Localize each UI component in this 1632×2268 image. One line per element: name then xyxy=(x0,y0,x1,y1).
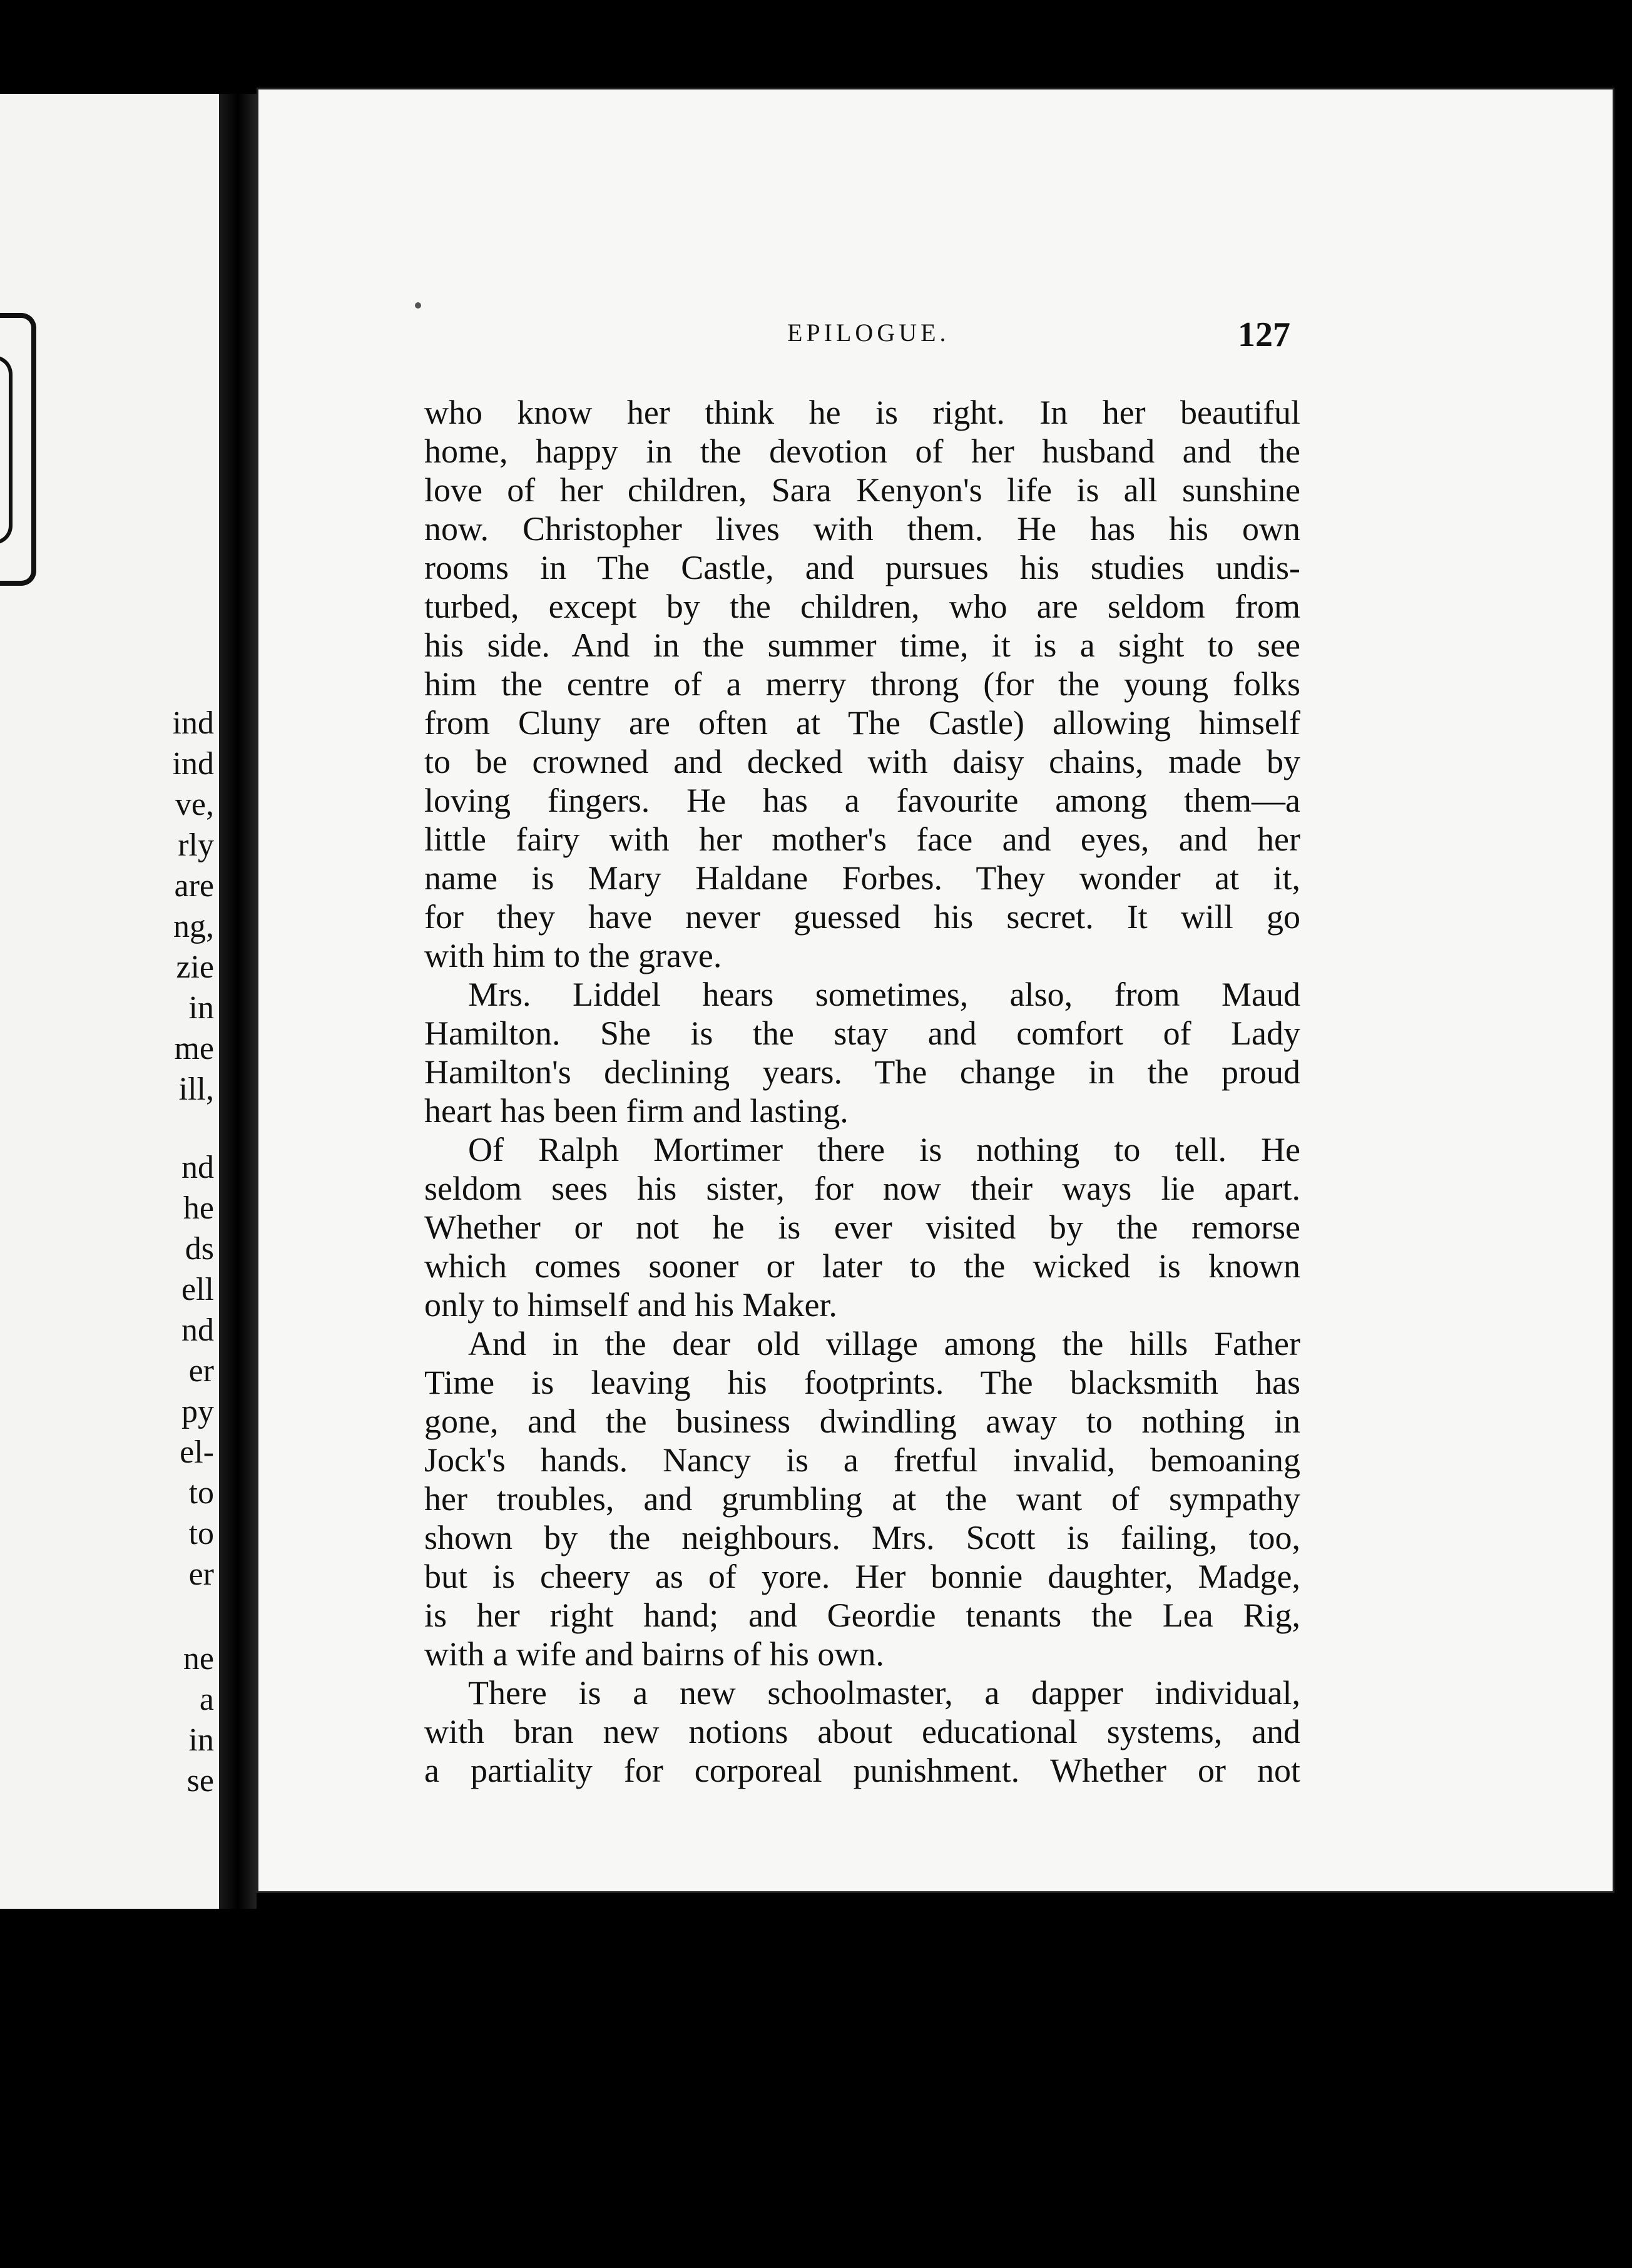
text-line: who know her think he is right. In her beautiful xyxy=(424,394,1300,431)
text-line: name is Mary Haldane Forbes. They wonder at it, xyxy=(424,859,1300,897)
left-fragment: to xyxy=(188,1475,214,1511)
text-line: for they have never guessed his secret. It will go xyxy=(424,898,1300,936)
left-fragment: are xyxy=(174,868,214,904)
running-head: EPILOGUE. xyxy=(787,319,950,347)
left-fragment: ell xyxy=(181,1272,214,1307)
decorative-border-ornament xyxy=(0,313,36,586)
text-line: home, happy in the devotion of her husband and the xyxy=(424,432,1300,470)
text-line: rooms in The Castle, and pursues his studies undis- xyxy=(424,549,1300,586)
text-line: Jock's hands. Nancy is a fretful invalid, bemoaning xyxy=(424,1441,1300,1479)
text-line: from Cluny are often at The Castle) allowing himself xyxy=(424,704,1300,742)
left-fragment: a xyxy=(199,1682,214,1717)
left-fragment: ve, xyxy=(175,787,214,822)
text-line: little fairy with her mother's face and eyes, and her xyxy=(424,820,1300,858)
left-fragment: zie xyxy=(176,949,214,985)
left-fragment: nd xyxy=(181,1150,214,1185)
left-fragment: nd xyxy=(181,1312,214,1348)
text-line: Of Ralph Mortimer there is nothing to tell. He xyxy=(468,1131,1300,1168)
text-line: Whether or not he is ever visited by the remorse xyxy=(424,1208,1300,1246)
left-fragment: me xyxy=(174,1031,214,1066)
left-fragment: in xyxy=(188,1722,214,1758)
text-line: Mrs. Liddel hears sometimes, also, from Maud xyxy=(468,976,1300,1013)
left-fragment: rly xyxy=(178,827,214,863)
left-fragment: in xyxy=(188,990,214,1026)
text-line: There is a new schoolmaster, a dapper individual, xyxy=(468,1674,1300,1712)
left-fragment: er xyxy=(188,1353,214,1389)
left-fragment: ne xyxy=(183,1641,214,1677)
text-line: love of her children, Sara Kenyon's life is all sunshine xyxy=(424,471,1300,509)
left-fragment: ng, xyxy=(173,909,214,944)
text-line: now. Christopher lives with them. He has his own xyxy=(424,510,1300,548)
text-line: with him to the grave. xyxy=(424,937,722,974)
text-line: gone, and the business dwindling away to nothing in xyxy=(424,1402,1300,1440)
text-line: heart has been firm and lasting. xyxy=(424,1092,849,1130)
book-page xyxy=(257,88,1614,1893)
body-text xyxy=(424,393,1300,1790)
text-line: loving fingers. He has a favourite among them—a xyxy=(424,782,1300,819)
text-line: only to himself and his Maker. xyxy=(424,1286,837,1324)
text-line: seldom sees his sister, for now their ways lie apart. xyxy=(424,1170,1300,1207)
text-line: Time is leaving his footprints. The blacksmith has xyxy=(424,1364,1300,1401)
left-fragment: ind xyxy=(172,705,214,741)
text-line: his side. And in the summer time, it is a sight to see xyxy=(424,626,1300,664)
left-fragment: to xyxy=(188,1516,214,1551)
book-gutter-shadow xyxy=(219,94,257,1909)
text-line: with bran new notions about educational systems, and xyxy=(424,1713,1300,1750)
ink-speck xyxy=(415,302,421,309)
text-line: shown by the neighbours. Mrs. Scott is failing, too, xyxy=(424,1519,1300,1556)
text-line: but is cheery as of yore. Her bonnie daughter, Madge, xyxy=(424,1558,1300,1595)
text-line: turbed, except by the children, who are seldom from xyxy=(424,588,1300,625)
text-line: her troubles, and grumbling at the want of sympathy xyxy=(424,1480,1300,1518)
page-number: 127 xyxy=(1238,315,1290,354)
text-line: to be crowned and decked with daisy chains, made by xyxy=(424,743,1300,780)
text-line: Hamilton's declining years. The change in the proud xyxy=(424,1053,1300,1091)
left-fragment: he xyxy=(183,1190,214,1226)
left-fragment: ill, xyxy=(178,1071,214,1107)
text-line: a partiality for corporeal punishment. Whether or not xyxy=(424,1752,1300,1789)
text-line: is her right hand; and Geordie tenants the Lea Rig, xyxy=(424,1596,1300,1634)
left-fragment: ds xyxy=(185,1231,214,1267)
text-line: with a wife and bairns of his own. xyxy=(424,1635,884,1673)
text-line: Hamilton. She is the stay and comfort of Lady xyxy=(424,1014,1300,1052)
left-fragment: ind xyxy=(172,746,214,782)
left-fragment: el- xyxy=(180,1434,214,1470)
left-fragment: py xyxy=(181,1394,214,1429)
left-fragment: er xyxy=(188,1556,214,1592)
text-line: And in the dear old village among the hills Father xyxy=(468,1325,1300,1362)
left-fragment: se xyxy=(186,1763,214,1799)
left-facing-page xyxy=(0,94,219,1909)
text-line: which comes sooner or later to the wicked is known xyxy=(424,1247,1300,1285)
text-line: him the centre of a merry throng (for the young folks xyxy=(424,665,1300,703)
